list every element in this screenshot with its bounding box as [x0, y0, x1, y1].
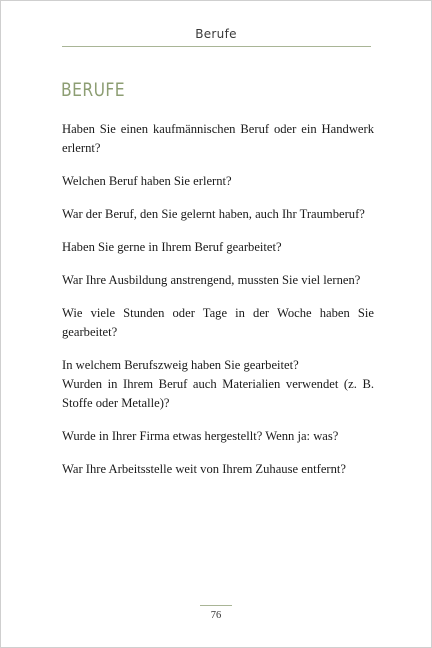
question-item: War Ihre Arbeitsstelle weit von Ihrem Zuhause entfernt? [62, 462, 346, 476]
footer-rule [200, 605, 232, 606]
question-item: Welchen Beruf haben Sie erlernt? [62, 174, 232, 188]
question-item: War der Beruf, den Sie gelernt haben, auch Ihr Traumberuf? [62, 207, 365, 221]
page-number: 76 [210, 610, 222, 621]
question-item: In welchem Berufszweig haben Sie gearbeitet? [62, 358, 299, 372]
question-item: Wurden in Ihrem Beruf auch Materialien verwendet (z. B. Stoffe oder Metalle)? [62, 377, 374, 410]
question-item: Haben Sie gerne in Ihrem Beruf gearbeitet? [62, 240, 282, 254]
question-item: Wie viele Stunden oder Tage in der Woche haben Sie gearbeitet? [62, 306, 374, 339]
question-list [62, 120, 374, 493]
question-item: Wurde in Ihrer Firma etwas hergestellt? Wenn ja: was? [62, 429, 339, 443]
running-header: Berufe [195, 27, 237, 41]
chapter-title: BERUFE [61, 79, 126, 101]
question-item: Haben Sie einen kaufmännischen Beruf oder ein Handwerk erlernt? [62, 122, 374, 155]
question-item: War Ihre Ausbildung anstrengend, mussten Sie viel lernen? [62, 273, 361, 287]
header-rule [62, 46, 371, 47]
